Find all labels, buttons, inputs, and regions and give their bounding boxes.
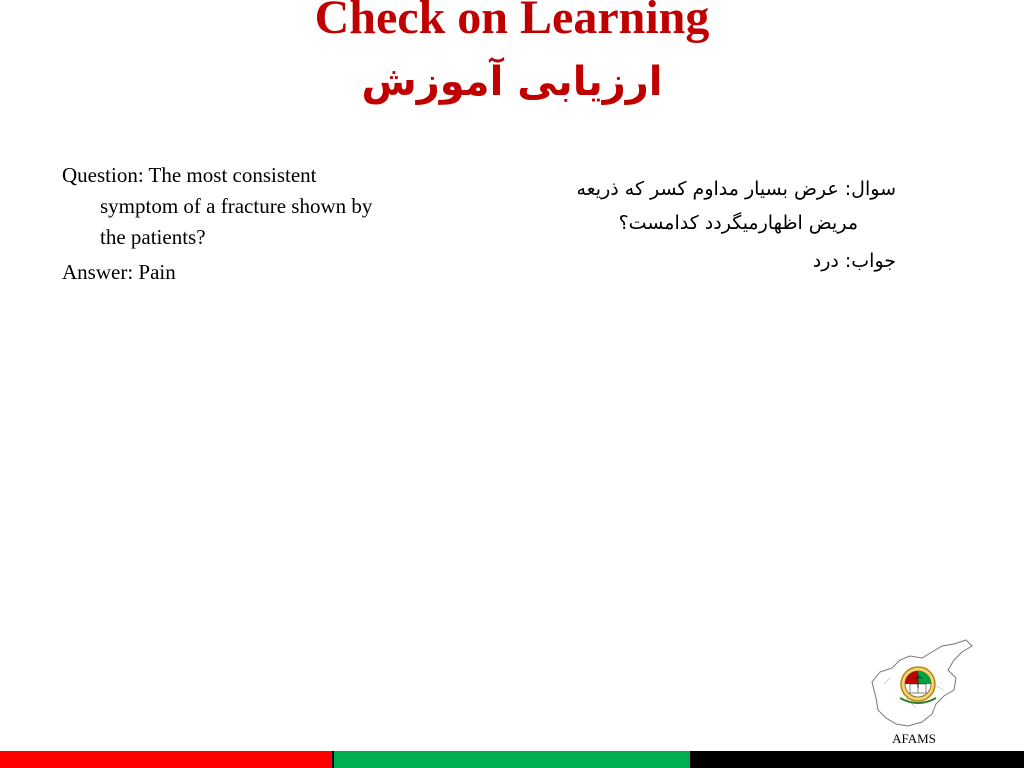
slide-title-dari: ارزیابی آموزش <box>361 59 663 105</box>
dari-text-block <box>560 172 896 278</box>
afams-map-logo-icon <box>866 638 976 734</box>
dari-question: سوال: عرض بسیار مداوم کسر که ذریعه مریض اظهارمیگردد کدامست؟ <box>576 178 896 234</box>
english-text-block <box>62 160 392 288</box>
english-question: Question: The most consistent symptom of a fracture shown by the patients? <box>62 163 373 249</box>
footer-bar-green <box>334 751 690 768</box>
footer-bar-black <box>692 751 1024 768</box>
footer-bar-red <box>0 751 332 768</box>
logo-label: AFAMS <box>892 731 936 746</box>
slide-title-english: Check on Learning <box>314 0 710 44</box>
dari-answer: جواب: درد <box>812 250 896 272</box>
english-answer: Answer: Pain <box>62 260 176 284</box>
